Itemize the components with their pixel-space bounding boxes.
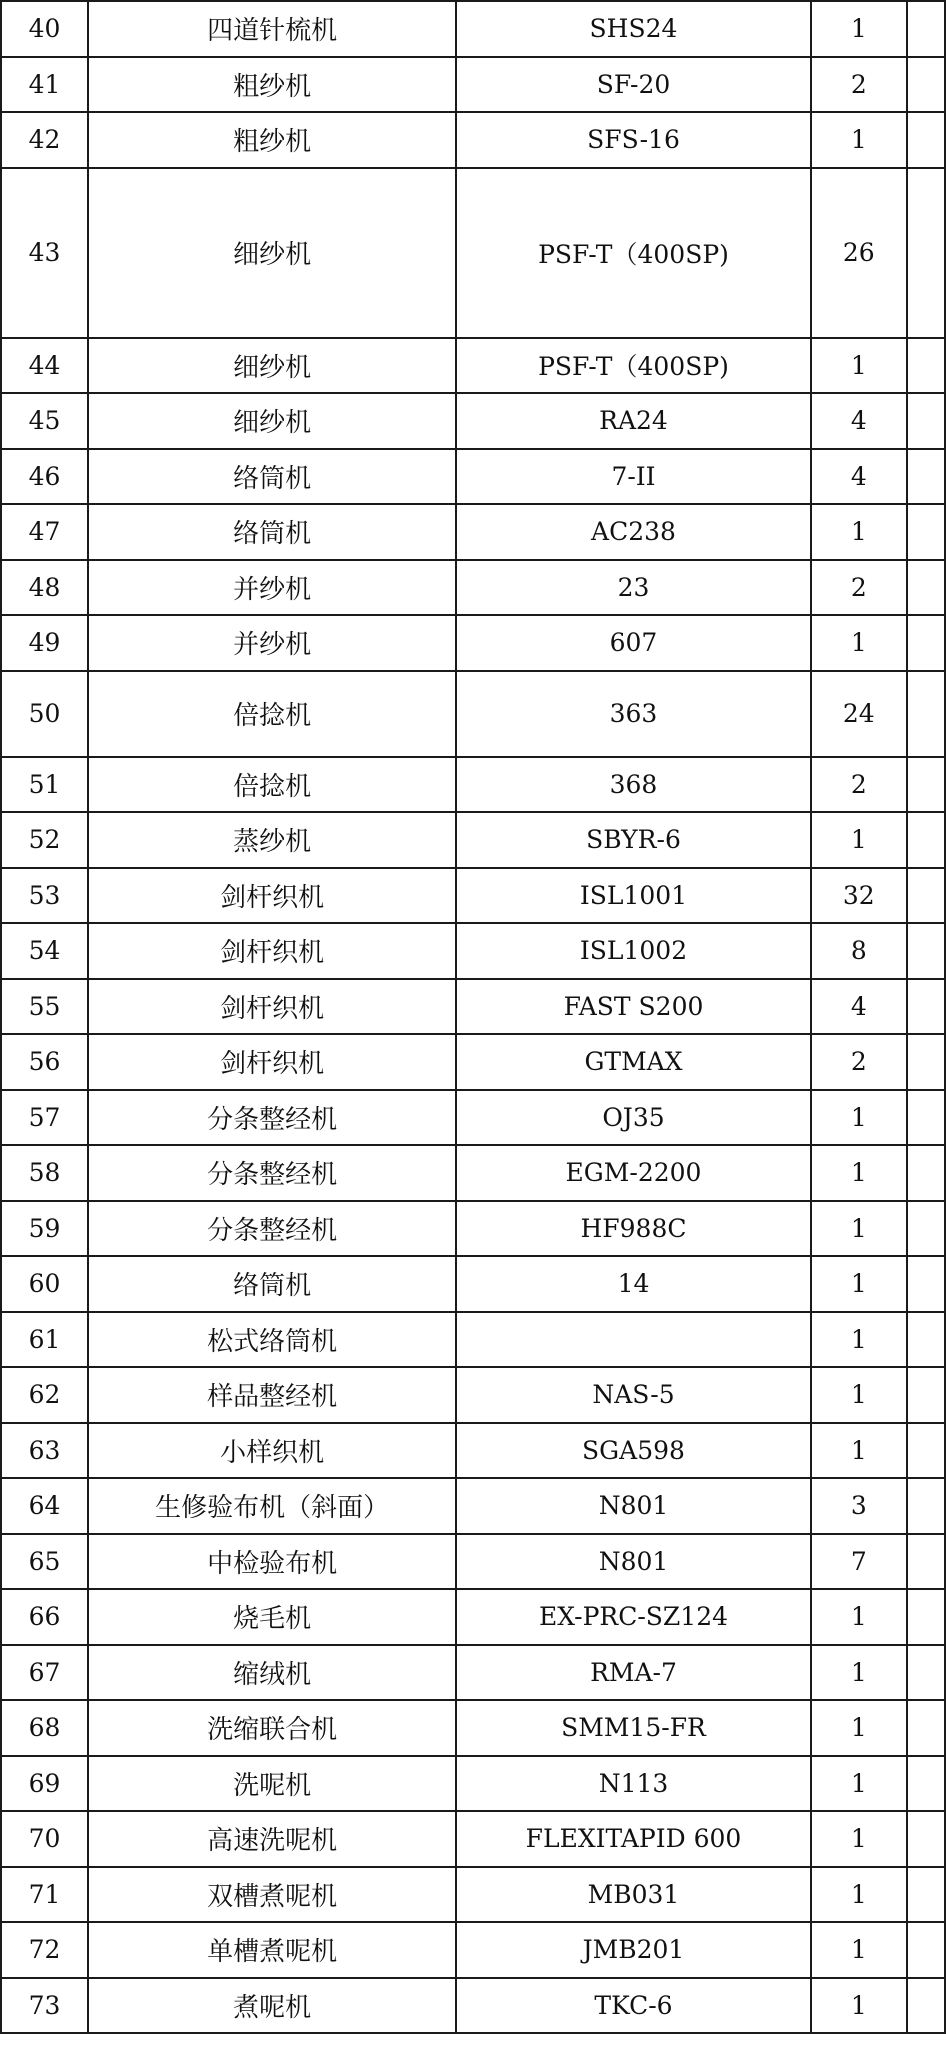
table-row: [1, 1922, 945, 1978]
cut-off-cell: [907, 1145, 945, 1201]
equipment-name-cell: 剑杆织机: [88, 1034, 456, 1090]
quantity-cell: 1: [811, 1922, 907, 1978]
model-cell: RA24: [456, 393, 810, 449]
row-number-cell: 62: [1, 1367, 88, 1423]
table-row: [1, 1256, 945, 1312]
table-row: [1, 868, 945, 924]
equipment-table-body: [1, 0, 945, 2033]
row-number-cell: 71: [1, 1867, 88, 1923]
row-number-cell: 56: [1, 1034, 88, 1090]
quantity-cell: 7: [811, 1534, 907, 1590]
row-number-cell: 47: [1, 504, 88, 560]
quantity-cell: 1: [811, 112, 907, 168]
model-cell: GTMAX: [456, 1034, 810, 1090]
cut-off-cell: [907, 560, 945, 616]
equipment-name-cell: 松式络筒机: [88, 1312, 456, 1368]
equipment-name-cell: 单槽煮呢机: [88, 1922, 456, 1978]
cut-off-cell: [907, 1811, 945, 1867]
table-row: [1, 757, 945, 813]
cut-off-cell: [907, 1534, 945, 1590]
table-row: [1, 1867, 945, 1923]
table-row: [1, 1367, 945, 1423]
row-number-cell: 73: [1, 1978, 88, 2034]
row-number-cell: 53: [1, 868, 88, 924]
table-row: [1, 671, 945, 757]
quantity-cell: 1: [811, 1256, 907, 1312]
quantity-cell: 1: [811, 1423, 907, 1479]
cut-off-cell: [907, 1090, 945, 1146]
model-cell: AC238: [456, 504, 810, 560]
equipment-name-cell: 并纱机: [88, 560, 456, 616]
cut-off-cell: [907, 812, 945, 868]
model-cell: SFS-16: [456, 112, 810, 168]
model-cell: JMB201: [456, 1922, 810, 1978]
equipment-name-cell: 蒸纱机: [88, 812, 456, 868]
table-row: [1, 1201, 945, 1257]
equipment-name-cell: 四道针梳机: [88, 1, 456, 57]
quantity-cell: 4: [811, 393, 907, 449]
cut-off-cell: [907, 449, 945, 505]
row-number-cell: 63: [1, 1423, 88, 1479]
quantity-cell: 1: [811, 1367, 907, 1423]
equipment-name-cell: 细纱机: [88, 393, 456, 449]
model-cell: MB031: [456, 1867, 810, 1923]
quantity-cell: 24: [811, 671, 907, 757]
model-cell: FLEXITAPID 600: [456, 1811, 810, 1867]
cut-off-cell: [907, 1256, 945, 1312]
row-number-cell: 60: [1, 1256, 88, 1312]
row-number-cell: 46: [1, 449, 88, 505]
row-number-cell: 64: [1, 1478, 88, 1534]
table-row: [1, 449, 945, 505]
cut-off-cell: [907, 57, 945, 113]
table-row: [1, 168, 945, 338]
cut-off-cell: [907, 1201, 945, 1257]
model-cell: HF988C: [456, 1201, 810, 1257]
table-row: [1, 1645, 945, 1701]
equipment-name-cell: 粗纱机: [88, 57, 456, 113]
model-cell: NAS-5: [456, 1367, 810, 1423]
equipment-name-cell: 缩绒机: [88, 1645, 456, 1701]
equipment-name-cell: 并纱机: [88, 615, 456, 671]
model-cell: TKC-6: [456, 1978, 810, 2034]
quantity-cell: 3: [811, 1478, 907, 1534]
table-row: [1, 1534, 945, 1590]
equipment-name-cell: 高速洗呢机: [88, 1811, 456, 1867]
equipment-name-cell: 粗纱机: [88, 112, 456, 168]
model-cell: 14: [456, 1256, 810, 1312]
equipment-name-cell: 络筒机: [88, 1256, 456, 1312]
model-cell: RMA-7: [456, 1645, 810, 1701]
row-number-cell: 43: [1, 168, 88, 338]
row-number-cell: 67: [1, 1645, 88, 1701]
equipment-name-cell: 分条整经机: [88, 1090, 456, 1146]
quantity-cell: 4: [811, 979, 907, 1035]
cut-off-cell: [907, 1034, 945, 1090]
model-cell: OJ35: [456, 1090, 810, 1146]
cut-off-cell: [907, 1700, 945, 1756]
cut-off-cell: [907, 1589, 945, 1645]
cut-off-cell: [907, 1978, 945, 2034]
cut-off-cell: [907, 757, 945, 813]
row-number-cell: 52: [1, 812, 88, 868]
model-cell: N801: [456, 1534, 810, 1590]
model-cell: SBYR-6: [456, 812, 810, 868]
cut-off-cell: [907, 1922, 945, 1978]
equipment-name-cell: 倍捻机: [88, 757, 456, 813]
cut-off-cell: [907, 1645, 945, 1701]
cut-off-cell: [907, 615, 945, 671]
table-row: [1, 1589, 945, 1645]
row-number-cell: 51: [1, 757, 88, 813]
equipment-name-cell: 剑杆织机: [88, 923, 456, 979]
table-row: [1, 1423, 945, 1479]
cut-off-cell: [907, 1423, 945, 1479]
table-row: [1, 560, 945, 616]
cut-off-cell: [907, 868, 945, 924]
quantity-cell: 26: [811, 168, 907, 338]
row-number-cell: 48: [1, 560, 88, 616]
model-cell: SHS24: [456, 1, 810, 57]
table-row: [1, 1312, 945, 1368]
table-row: [1, 393, 945, 449]
row-number-cell: 41: [1, 57, 88, 113]
model-cell: 368: [456, 757, 810, 813]
table-row: [1, 1478, 945, 1534]
cut-off-cell: [907, 168, 945, 338]
quantity-cell: 1: [811, 1090, 907, 1146]
model-cell: N113: [456, 1756, 810, 1812]
table-row: [1, 504, 945, 560]
quantity-cell: 32: [811, 868, 907, 924]
row-number-cell: 55: [1, 979, 88, 1035]
row-number-cell: 45: [1, 393, 88, 449]
row-number-cell: 44: [1, 338, 88, 394]
table-row: [1, 1756, 945, 1812]
table-row: [1, 1700, 945, 1756]
table-row: [1, 112, 945, 168]
row-number-cell: 65: [1, 1534, 88, 1590]
model-cell: 363: [456, 671, 810, 757]
row-number-cell: 59: [1, 1201, 88, 1257]
model-cell: 7-II: [456, 449, 810, 505]
equipment-name-cell: 剑杆织机: [88, 979, 456, 1035]
row-number-cell: 69: [1, 1756, 88, 1812]
equipment-name-cell: 小样织机: [88, 1423, 456, 1479]
cut-off-cell: [907, 338, 945, 394]
model-cell: 607: [456, 615, 810, 671]
quantity-cell: 1: [811, 812, 907, 868]
quantity-cell: 1: [811, 615, 907, 671]
table-row: [1, 1811, 945, 1867]
quantity-cell: 4: [811, 449, 907, 505]
equipment-name-cell: 生修验布机（斜面）: [88, 1478, 456, 1534]
equipment-name-cell: 细纱机: [88, 338, 456, 394]
cut-off-cell: [907, 112, 945, 168]
equipment-name-cell: 络筒机: [88, 449, 456, 505]
equipment-name-cell: 分条整经机: [88, 1145, 456, 1201]
row-number-cell: 58: [1, 1145, 88, 1201]
row-number-cell: 54: [1, 923, 88, 979]
row-number-cell: 49: [1, 615, 88, 671]
quantity-cell: 1: [811, 1811, 907, 1867]
model-cell: ISL1002: [456, 923, 810, 979]
equipment-name-cell: 剑杆织机: [88, 868, 456, 924]
quantity-cell: 2: [811, 1034, 907, 1090]
cut-off-cell: [907, 979, 945, 1035]
equipment-name-cell: 洗呢机: [88, 1756, 456, 1812]
cut-off-cell: [907, 1867, 945, 1923]
row-number-cell: 70: [1, 1811, 88, 1867]
equipment-name-cell: 络筒机: [88, 504, 456, 560]
table-row: [1, 979, 945, 1035]
equipment-name-cell: 烧毛机: [88, 1589, 456, 1645]
cut-off-cell: [907, 1478, 945, 1534]
quantity-cell: 1: [811, 1589, 907, 1645]
quantity-cell: 2: [811, 57, 907, 113]
table-row: [1, 615, 945, 671]
row-number-cell: 40: [1, 1, 88, 57]
quantity-cell: 1: [811, 1756, 907, 1812]
quantity-cell: 1: [811, 1700, 907, 1756]
equipment-name-cell: 倍捻机: [88, 671, 456, 757]
quantity-cell: 1: [811, 1201, 907, 1257]
cut-off-cell: [907, 504, 945, 560]
row-number-cell: 61: [1, 1312, 88, 1368]
row-number-cell: 42: [1, 112, 88, 168]
cut-off-cell: [907, 1312, 945, 1368]
equipment-name-cell: 洗缩联合机: [88, 1700, 456, 1756]
quantity-cell: 1: [811, 504, 907, 560]
model-cell: 23: [456, 560, 810, 616]
model-cell: EX-PRC-SZ124: [456, 1589, 810, 1645]
quantity-cell: 2: [811, 560, 907, 616]
row-number-cell: 50: [1, 671, 88, 757]
equipment-name-cell: 分条整经机: [88, 1201, 456, 1257]
model-cell: [456, 1312, 810, 1368]
quantity-cell: 2: [811, 757, 907, 813]
cut-off-cell: [907, 1756, 945, 1812]
row-number-cell: 72: [1, 1922, 88, 1978]
cut-off-cell: [907, 393, 945, 449]
cut-off-cell: [907, 671, 945, 757]
quantity-cell: 1: [811, 1145, 907, 1201]
model-cell: N801: [456, 1478, 810, 1534]
table-row: [1, 1978, 945, 2034]
equipment-name-cell: 中检验布机: [88, 1534, 456, 1590]
table-row: [1, 1034, 945, 1090]
equipment-name-cell: 细纱机: [88, 168, 456, 338]
equipment-name-cell: 样品整经机: [88, 1367, 456, 1423]
table-row: [1, 338, 945, 394]
cut-off-cell: [907, 1367, 945, 1423]
model-cell: PSF-T（400SP): [456, 168, 810, 338]
table-row: [1, 1090, 945, 1146]
row-number-cell: 68: [1, 1700, 88, 1756]
quantity-cell: 1: [811, 1, 907, 57]
model-cell: SMM15-FR: [456, 1700, 810, 1756]
table-row: [1, 812, 945, 868]
cut-off-cell: [907, 1, 945, 57]
table-row: [1, 1145, 945, 1201]
model-cell: SF-20: [456, 57, 810, 113]
table-row: [1, 57, 945, 113]
quantity-cell: 1: [811, 1867, 907, 1923]
quantity-cell: 1: [811, 338, 907, 394]
equipment-name-cell: 双槽煮呢机: [88, 1867, 456, 1923]
model-cell: FAST S200: [456, 979, 810, 1035]
model-cell: SGA598: [456, 1423, 810, 1479]
model-cell: EGM-2200: [456, 1145, 810, 1201]
row-number-cell: 66: [1, 1589, 88, 1645]
equipment-name-cell: 煮呢机: [88, 1978, 456, 2034]
row-number-cell: 57: [1, 1090, 88, 1146]
table-row: [1, 1, 945, 57]
cut-off-cell: [907, 923, 945, 979]
model-cell: ISL1001: [456, 868, 810, 924]
table-row: [1, 923, 945, 979]
quantity-cell: 1: [811, 1312, 907, 1368]
quantity-cell: 1: [811, 1645, 907, 1701]
model-cell: PSF-T（400SP): [456, 338, 810, 394]
quantity-cell: 8: [811, 923, 907, 979]
quantity-cell: 1: [811, 1978, 907, 2034]
